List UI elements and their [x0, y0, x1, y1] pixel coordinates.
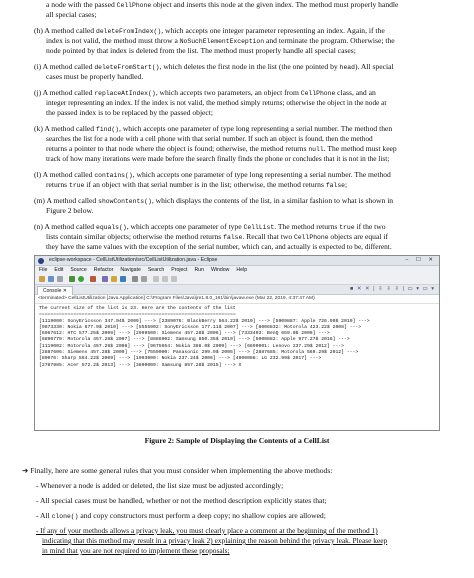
- text: (n) A method called: [34, 222, 96, 231]
- console-line: [1119002: Motorola 457.28$ 2008] ---> [9675654: Nokia 388.0$ 2009] ---> [6699001: Lenovo 237.29$ 2012] --->: [39, 343, 344, 349]
- rule-3: [36, 511, 460, 522]
- text: (k) A method called: [34, 124, 96, 133]
- forward-icon[interactable]: [171, 276, 177, 282]
- menu-bar: [35, 266, 439, 274]
- code-text: head: [339, 64, 355, 71]
- external-tools-icon[interactable]: [90, 276, 96, 282]
- code-text: CellPhone: [116, 2, 152, 9]
- continuation-line-2: all special cases;: [46, 10, 97, 19]
- rule-1: - Whenever a node is added or deleted, the list size must be adjusted accordingly;: [36, 481, 284, 490]
- console-line: [1119000: SonyEricsson 347.94$ 2009] ---> [2389076: BlackBerry 564.22$ 2010] ---> [5909887: Apple 726.99$ 2019] --->: [39, 318, 370, 324]
- code-text: false: [325, 182, 345, 189]
- item-j-line-2: integer representing an index. If the index is not valid, the method simply returns; otherwise the object in the node at: [46, 98, 387, 107]
- tab-console[interactable]: [37, 286, 73, 295]
- menu-edit[interactable]: Edit: [54, 267, 64, 273]
- text: , which displays the contents of the list, in a similar fashion to what is shown in: [151, 196, 394, 205]
- window-title: eclipse-workspace - CellListUtilization/src/CellListUtilization.java - Eclipse: [49, 257, 218, 263]
- eclipse-logo-icon: [38, 258, 44, 264]
- text: if the two: [354, 222, 386, 231]
- menu-file[interactable]: File: [39, 267, 48, 273]
- text: , which deletes the first node in the list (the one pointed by: [159, 62, 340, 71]
- item-i-line-2: cases must be properly handled.: [46, 72, 144, 81]
- code-text: CellPhone: [294, 234, 329, 241]
- code-text: deleteFromIndex(): [96, 28, 162, 35]
- menu-run[interactable]: Run: [194, 267, 204, 273]
- menu-window[interactable]: Window: [210, 267, 230, 273]
- new-package-icon[interactable]: [111, 276, 117, 282]
- new-class-icon[interactable]: [120, 276, 126, 282]
- console-line: [89076: Sharp 564.22$ 2009] ---> [1903000: Nokia 237.24$ 2006] ---> [4900088: LG 232.99$ 2017] --->: [39, 356, 322, 362]
- new-java-project-icon[interactable]: [102, 276, 108, 282]
- text: ;: [345, 180, 348, 189]
- text: (h) A method called: [34, 26, 96, 35]
- console-tab-row: [35, 285, 439, 295]
- text: object and inserts this node at the given index. The method must properly handle: [151, 0, 399, 9]
- search-icon[interactable]: [141, 276, 147, 282]
- item-m-line-2: Figure 2 below.: [46, 206, 94, 215]
- text: (j) A method called: [34, 88, 95, 97]
- save-icon[interactable]: [48, 276, 54, 282]
- code-text: CellList: [243, 224, 275, 231]
- text: (i) A method called: [34, 62, 95, 71]
- text: , which accepts one parameter of type long representing a serial number. The method then: [119, 124, 393, 133]
- console-output[interactable]: [35, 304, 439, 371]
- tab-label: Console: [43, 288, 62, 294]
- rule-4-line-2: indicating that this method may result in a privacy leak 2) explaining the reason behind the privacy leak. Please keep: [42, 536, 388, 545]
- menu-help[interactable]: Help: [236, 267, 248, 273]
- text: and copy constructors must perform a deep copy; no shallow copies are allowed;: [78, 511, 326, 520]
- code-text: contains(): [94, 172, 133, 179]
- rules-intro: [22, 466, 462, 476]
- text: , which accepts two parameters, an object from: [155, 88, 301, 97]
- text: class, and an: [335, 88, 376, 97]
- run-icon[interactable]: [78, 276, 84, 282]
- annotation-icon[interactable]: [153, 276, 159, 282]
- code-text: CellPhone: [300, 90, 336, 97]
- text: returns: [46, 180, 69, 189]
- text: lists contain similar objects; otherwise the method returns: [46, 232, 224, 241]
- code-text: false: [223, 234, 243, 241]
- text: a node with the passed: [46, 0, 117, 9]
- code-text: true: [69, 182, 85, 189]
- code-text: replaceAtIndex(): [94, 90, 156, 97]
- open-type-icon[interactable]: [132, 276, 138, 282]
- print-icon[interactable]: [57, 276, 63, 282]
- rule-4-line-3: in mind that you are not required to implement these proposals;: [42, 546, 230, 555]
- toolbar: [35, 274, 439, 285]
- text: (m) A method called: [34, 196, 99, 205]
- menu-source[interactable]: Source: [70, 267, 87, 273]
- text: (l) A method called: [34, 170, 95, 179]
- window-controls[interactable]: − ☐ ✕: [405, 257, 436, 263]
- text: objects are equal if: [328, 232, 388, 241]
- rule-4-line-1: - If any of your methods allows a privacy leak, you must clearly place a comment at the beginning of the method 1): [36, 526, 378, 535]
- text: , which accepts one integer parameter representing an index. Again, if the: [161, 26, 385, 35]
- arrow-icon: ➔: [22, 466, 29, 475]
- figure-caption: Figure 2: Sample of Displaying the Contents of a CellList: [144, 436, 330, 445]
- console-line: [6890779: Motorola 457.28$ 2007] ---> [8888902: Samsung 850.35$ 2019] ---> [5000882: Apple 977.27$ 2016] --->: [39, 337, 350, 343]
- console-line: The current size of the list is 23. Here are the contents of the list: [39, 306, 236, 311]
- item-l-line-2: [46, 180, 458, 191]
- code-text: clone(): [51, 513, 79, 520]
- eclipse-window: [34, 255, 440, 431]
- text: . Recall that two: [242, 232, 295, 241]
- close-icon[interactable]: ✕: [62, 288, 67, 294]
- item-k-line-4: track of how many iterations were made before the search finally finds the phone or concludes that it is not in the list;: [46, 154, 390, 163]
- text: . The method returns: [274, 222, 340, 231]
- code-text: deleteFromStart(): [94, 64, 160, 71]
- new-icon[interactable]: [39, 276, 45, 282]
- menu-navigate[interactable]: Navigate: [120, 267, 141, 273]
- terminated-status: <terminated> CellListUtilization [Java Application] C:\Program Files\Java\jre1.8.0_161\bin\javaw.exe (Mar 22, 2019, 4:37:47 AM): [35, 295, 439, 304]
- text: , which accepts one parameter of type: [126, 222, 244, 231]
- console-line: [2887606: Siemens 457.28$ 2009] ---> [7559000: Panasonic 299.9$ 2005] ---> [2887685: Motorola 569.29$ 2012] --->: [39, 350, 359, 356]
- item-n-line-3: they have the same values with the exception of the serial number, which can, and actually is expected to be, different.: [46, 242, 392, 251]
- rule-2: - All special cases must be handled, whether or not the method description explicitly states that;: [36, 496, 327, 505]
- console-line: [2787985: Acer 572.2$ 2013] ---> [3890009: Samsung 857.28$ 2015] ---> X: [39, 362, 242, 368]
- text: and terminate the program. Otherwise; the: [264, 36, 395, 45]
- code-text: equals(): [96, 224, 127, 231]
- text: . The method must keep: [323, 144, 397, 153]
- menu-refactor[interactable]: Refactor: [93, 267, 114, 273]
- menu-search[interactable]: Search: [147, 267, 165, 273]
- console-toolbar-icons[interactable]: ■ ✕ ✕ | ⇩ ⇩ ⇩ | ▭ ▾ ▭ ▾: [350, 286, 435, 292]
- text: returns a pointer to that node where the object is found; otherwise, the method returns: [46, 144, 309, 153]
- text: if an object with that serial number is in the list; otherwise, the method returns: [84, 180, 326, 189]
- menu-project[interactable]: Project: [171, 267, 188, 273]
- text: , which accepts one parameter of type long representing a serial number. The method: [132, 170, 391, 179]
- back-icon[interactable]: [162, 276, 168, 282]
- debug-icon[interactable]: [69, 276, 75, 282]
- item-h-line-3: node pointed by that index is deleted from the list. The method must properly handle all special cases;: [46, 46, 356, 55]
- text: ). All special: [354, 62, 394, 71]
- code-text: null: [308, 146, 324, 153]
- text: Finally, here are some general rules that you must consider when implementing the above methods:: [30, 466, 333, 475]
- item-j-line-3: the passed index is to be replaced by the passed object;: [46, 108, 214, 117]
- text: - All: [36, 511, 52, 520]
- text: index is not valid, the method must throw a: [46, 36, 180, 45]
- code-text: showContents(): [98, 198, 152, 205]
- console-line: [9873330: Nokia 677.9$ 2010] ---> [5555902: SonyEricsson 177.11$ 2007] ---> [8006832: Motorola 423.22$ 2008] --->: [39, 324, 362, 330]
- item-k-line-2: searches the list for a node with a cell phone with that serial number. If such an object is found, then the method: [46, 134, 373, 143]
- eclipse-titlebar: [35, 256, 439, 266]
- code-text: find(): [96, 126, 120, 133]
- console-line: =====================================================================: [39, 312, 236, 318]
- code-text: NoSuchElementException: [179, 38, 265, 45]
- console-line: [6987612: HTC 577.25$ 2009] ---> [2999500: Siemens 457.28$ 2006] ---> [7333403: BenQ 659.0$ 2009] --->: [39, 331, 330, 337]
- code-text: true: [339, 224, 355, 231]
